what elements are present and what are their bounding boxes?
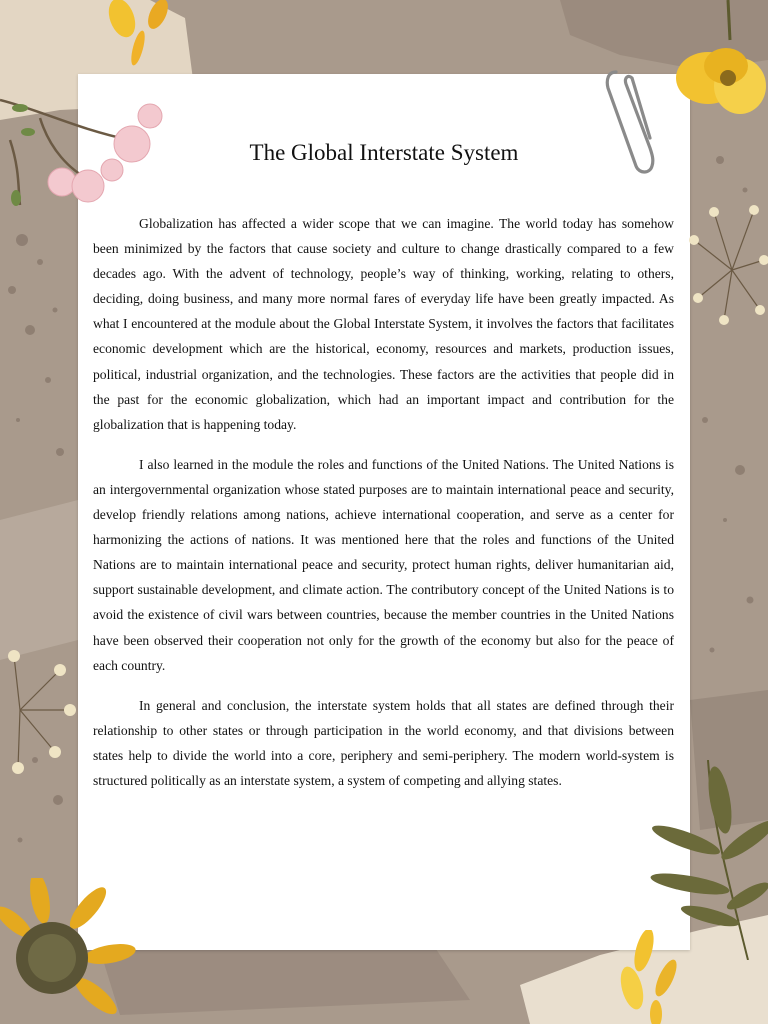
document-body	[93, 211, 674, 808]
paragraph: Globalization has affected a wider scope that we can imagine. The world today has somehow been minimized by the factors that cause society and culture to change drastically compared to a few decades ago. With the advent of technology, people’s way of thinking, working, relating to others, deciding, doing business, and many more normal fares of everyday life have been greatly impacted. As what I encountered at the module about the Global Interstate System, it involves the factors that facilitates economic development which are the historical, economy, resources and markets, production issues, political, industrial organization, and the technologies. These factors are the activities that people did in the past for the economic globalization, which had an important impact and contribution for the globalization that is happening today.	[93, 216, 674, 432]
dried-cream-flower-right-icon	[684, 200, 768, 340]
light-brush-left	[0, 500, 78, 660]
yellow-sunflower-bottom-left-icon	[0, 878, 140, 1024]
yellow-flower-top-right-icon	[668, 0, 768, 130]
dried-cream-flower-left-icon	[0, 640, 80, 780]
paragraph: I also learned in the module the roles and functions of the United Nations. The United Nations is an intergovernmental organization whose stated purposes are to maintain international peace and security, develop friendly relations among nations, achieve international cooperation, and serve as a center for harmonizing the actions of nations. It was mentioned here that the roles and functions of the United Nations are to maintain international peace and security, protect human rights, deliver humanitarian aid, support sustainable development, and climate action. The contributory concept of the United Nations is to avoid the existence of civil wars between countries, because the member countries in the United Nations have been observed their cooperation not only for the growth of the economy but also for the peace of each country.	[93, 456, 674, 673]
paragraph: In general and conclusion, the interstate system holds that all states are defined through their relationship to other states or through participation in the world economy, and that divisions between states help to divide the world into a core, periphery and semi-periphery. The modern world-system is structured politically as an interstate system, a system of competing and allying states.	[93, 697, 674, 788]
yellow-petals-bottom-right-icon	[610, 930, 690, 1024]
yellow-petals-top-left-icon	[100, 0, 180, 75]
page-title: The Global Interstate System	[249, 140, 519, 165]
